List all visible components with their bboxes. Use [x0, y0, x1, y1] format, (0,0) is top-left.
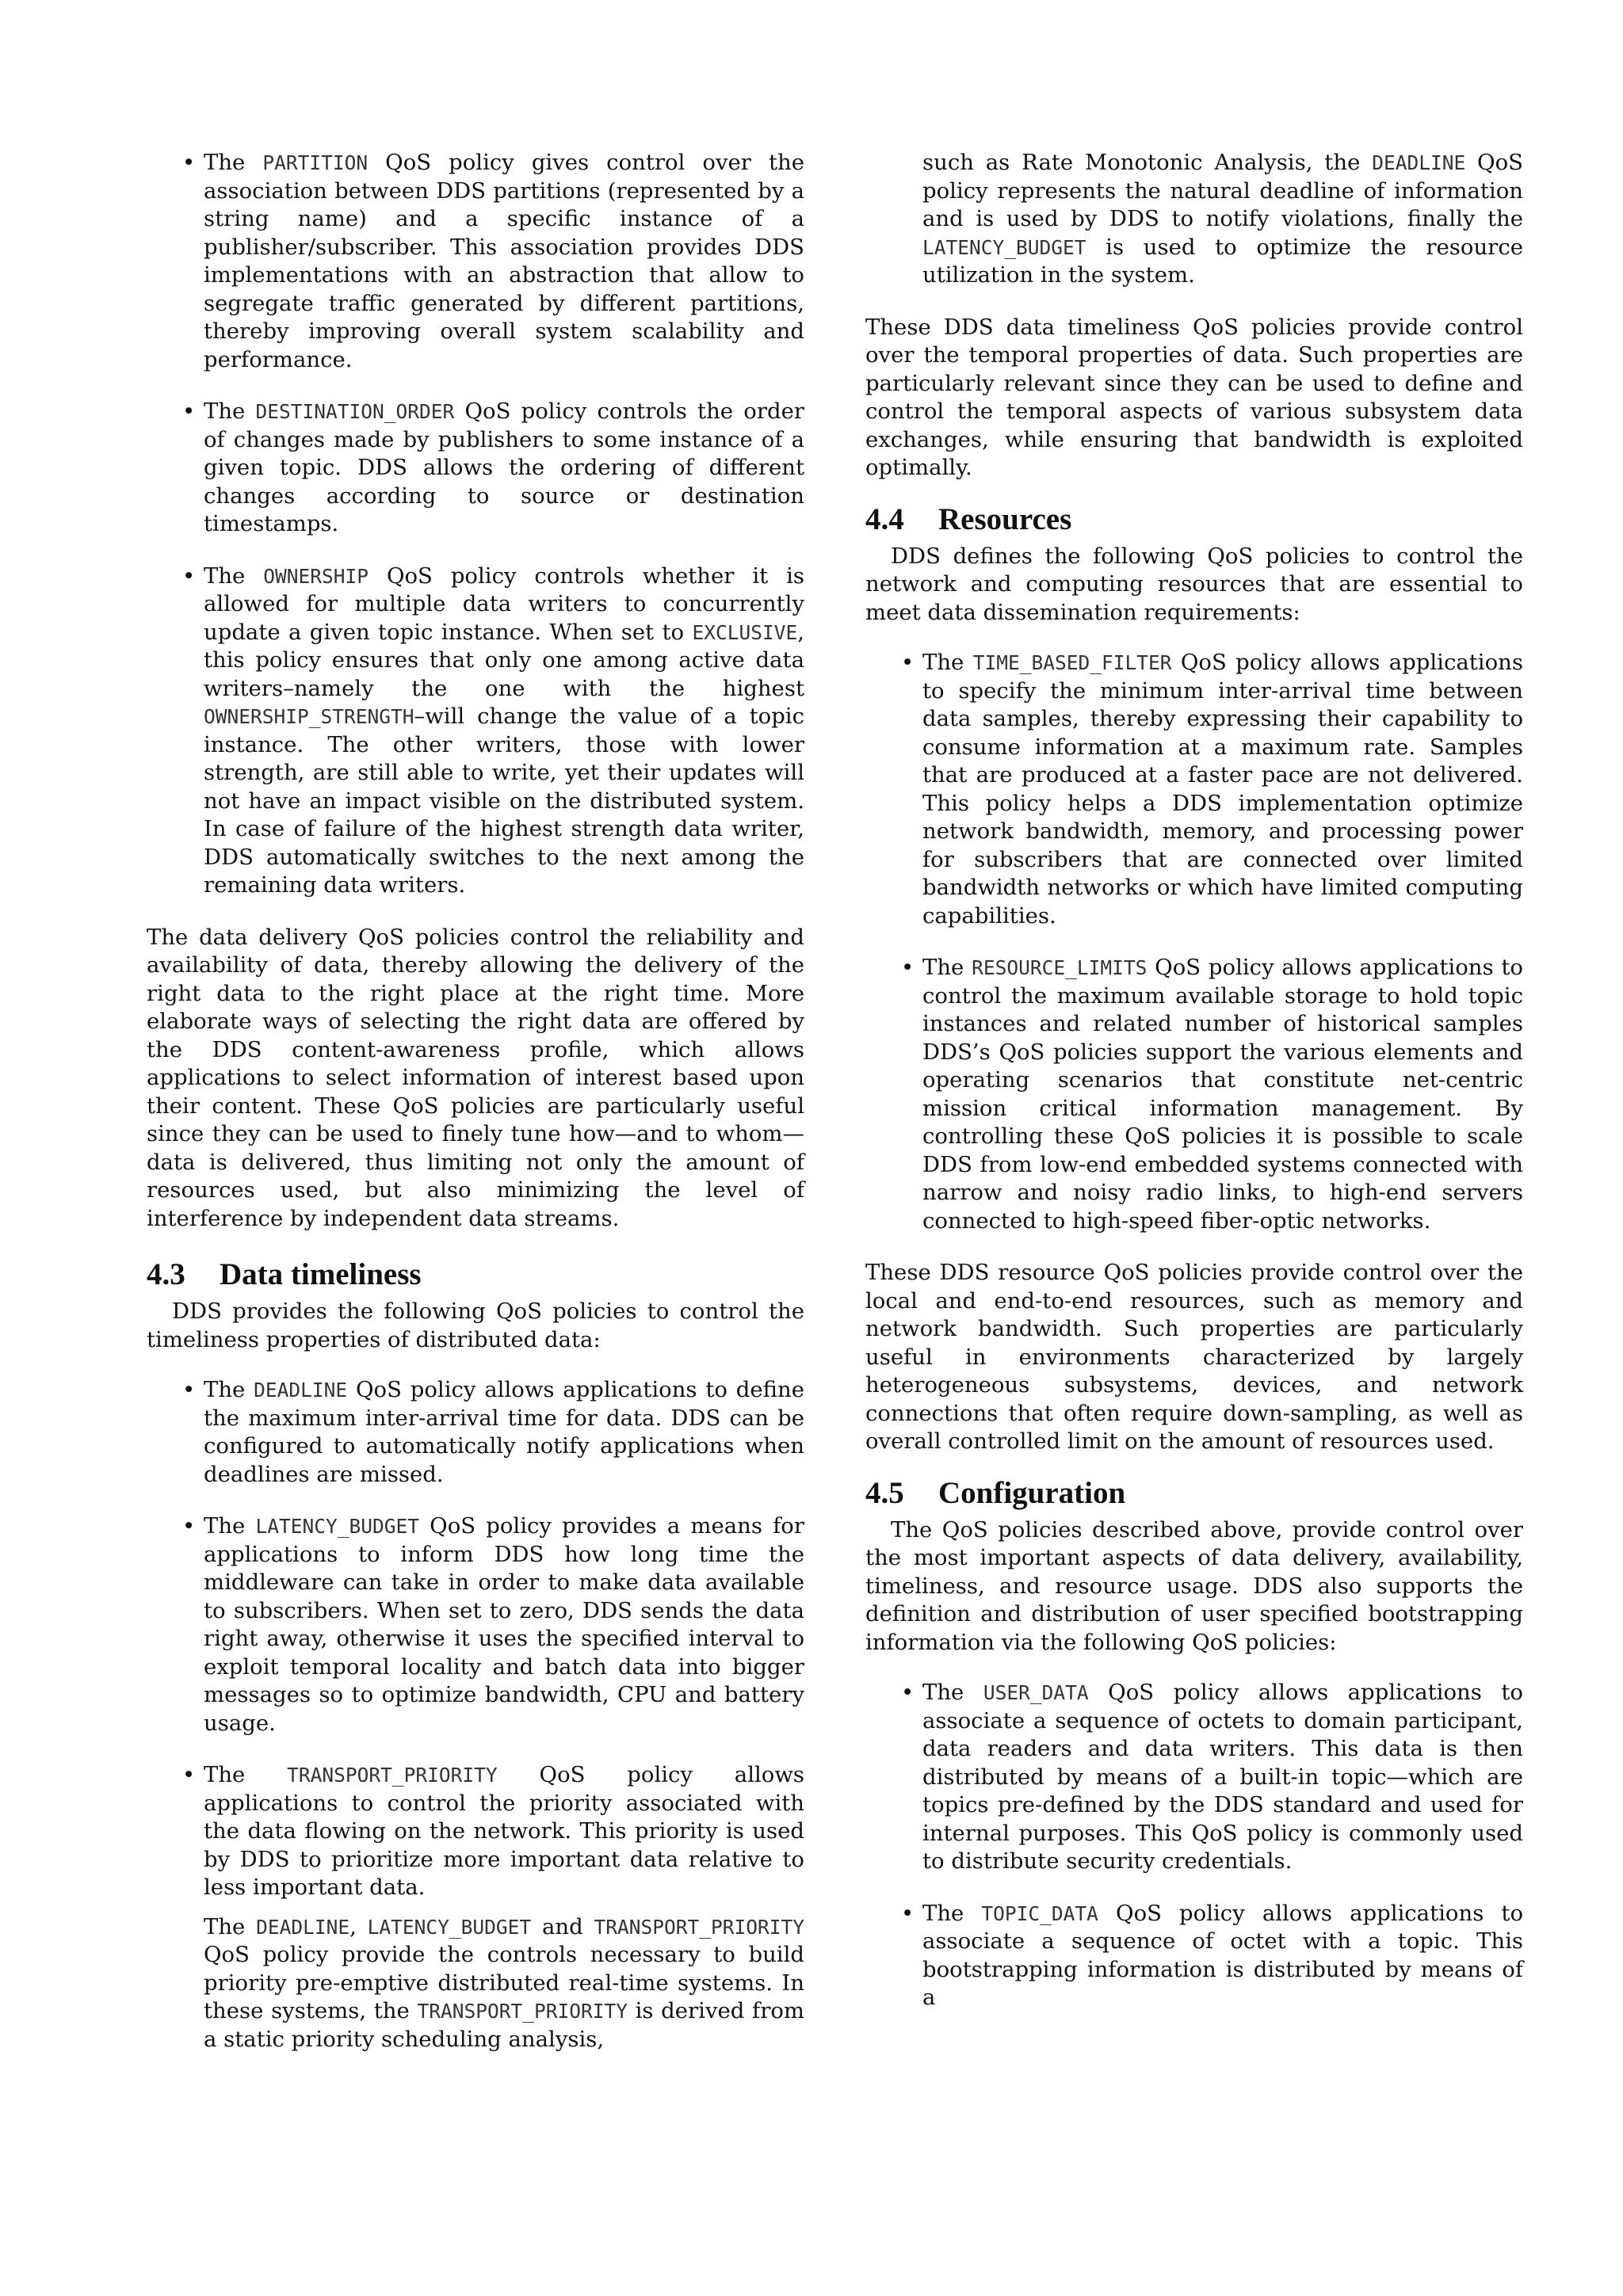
bullet-icon: • — [901, 1900, 915, 1926]
bullet-icon: • — [182, 1377, 196, 1402]
code-term: TRANSPORT_PRIORITY — [417, 2000, 628, 2023]
bullet-icon: • — [182, 399, 196, 424]
right-column — [865, 149, 1523, 2036]
list-item-latency-budget: • The LATENCY_BUDGET QoS policy provides a means for applications to inform DDS how long time the middleware can take in order to make data available to subscribers. When set to zero, DDS sends the data right away, otherwise it uses the specified interval to exploit temporal locality and batch data into bigger messages so to optimize bandwidth, CPU and battery usage. — [182, 1513, 804, 1736]
resources-summary-paragraph: These DDS resource QoS policies provide control over the local and end-to-end resources, such as memory and network bandwidth. Such properties are particularly useful in environments characterized by largely heterogeneous subsystems, devices, and network connections that often require down-sampling, as well as overall controlled limit on the amount of resources used. — [865, 1260, 1523, 1454]
bullet-icon: • — [901, 955, 915, 980]
code-term: DEADLINE — [256, 1915, 350, 1939]
code-term: OWNERSHIP_STRENGTH — [204, 705, 414, 728]
bullet-icon: • — [182, 563, 196, 589]
configuration-list — [865, 1679, 1523, 2012]
code-term: LATENCY_BUDGET — [255, 1515, 419, 1538]
bullet-icon: • — [901, 650, 915, 675]
list-item-topic-data: • The TOPIC_DATA QoS policy allows applications to associate a sequence of octet with a topic. This bootstrapping information is distributed by means of a — [901, 1900, 1523, 2010]
code-term: TRANSPORT_PRIORITY — [594, 1915, 804, 1939]
continuation-paragraph: such as Rate Monotonic Analysis, the DEADLINE QoS policy represents the natural deadline of information and is used by DDS to notify violations, finally the LATENCY_BUDGET is used to optimize the resource utilization in the system. — [922, 150, 1523, 288]
delivery-paragraph: The data delivery QoS policies control the reliability and availability of data, thereby allowing the delivery of the right data to the right place at the right time. More elaborate ways of selecting the right data are offered by the DDS content-awareness profile, which allows applications to select information of interest based upon their content. These QoS policies are particularly useful since they can be used to finely tune how—and to whom—data is delivered, thus limiting not only the amount of resources used, but also minimizing the level of interference by independent data streams. — [147, 924, 804, 1231]
priority-combined-paragraph: The DEADLINE, LATENCY_BUDGET and TRANSPORT_PRIORITY QoS policy provide the controls necessary to build priority pre-emptive distributed real-time systems. In these systems, the TRANSPORT_PRIORITY is derived from a static priority scheduling analysis, — [204, 1913, 805, 2052]
list-item-partition: • The PARTITION QoS policy gives control over the association between DDS partitions (represented by a string name) and a specific instance of a publisher/subscriber. This association provides DDS implementations with an abstraction that allow to segregate traffic generated by different partitions, thereby improving overall system scalability and performance. — [182, 150, 804, 372]
bullet-icon: • — [901, 1680, 915, 1705]
code-term: RESOURCE_LIMITS — [972, 956, 1148, 979]
section-heading-4-4: 4.4 Resources — [865, 502, 1072, 536]
code-term: OWNERSHIP — [263, 564, 369, 588]
code-term: DEADLINE — [1372, 151, 1466, 174]
code-term: DEADLINE — [254, 1379, 348, 1402]
code-term: TOPIC_DATA — [981, 1901, 1098, 1925]
section-lead: The QoS policies described above, provide control over the most important aspects of data delivery, availability, timeliness, and resource usage. DDS also supports the definition and distribution of user specified bootstrapping information via the following QoS policies: — [865, 1516, 1523, 1655]
code-term: EXCLUSIVE — [692, 620, 798, 644]
section-lead: DDS provides the following QoS policies to control the timeliness properties of distributed data: — [147, 1299, 804, 1352]
bullet-icon: • — [182, 1513, 196, 1539]
code-term: PARTITION — [262, 151, 369, 174]
left-column — [147, 149, 804, 2054]
code-term: TRANSPORT_PRIORITY — [287, 1764, 498, 1787]
list-item-resource-limits: • The RESOURCE_LIMITS QoS policy allows applications to control the maximum available storage to hold topic instances and related number of historical samples DDS’s QoS policies support the various elements and operating scenarios that constitute net-centric mission critical information management. By controlling these QoS policies it is possible to scale DDS from low-end embedded systems connected with narrow and noisy radio links, to high-end servers connected to high-speed fiber-optic networks. — [901, 955, 1523, 1234]
list-item-time-based-filter: • The TIME_BASED_FILTER QoS policy allows applications to specify the minimum inter-arrival time between data samples, thereby expressing their capability to consume information at a maximum rate. Samples that are produced at a faster pace are not delivered. This policy helps a DDS implementation optimize network bandwidth, memory, and processing power for subscribers that are connected over limited bandwidth networks or which have limited computing capabilities. — [901, 650, 1523, 929]
section-lead: DDS defines the following QoS policies to control the network and computing resources that are essential to meet data dissemination requirements: — [865, 543, 1523, 625]
timeliness-list — [147, 1376, 804, 1902]
bullet-icon: • — [182, 150, 196, 175]
section-heading-4-3: 4.3 Data timeliness — [147, 1257, 422, 1291]
list-item-ownership: • The OWNERSHIP QoS policy controls whether it is allowed for multiple data writers to concurrently update a given topic instance. When set to EXCLUSIVE, this policy ensures that only one among active data writers–namely the one with the highest OWNERSHIP_STRENGTH–will change the value of a topic instance. The other writers, those with lower strength, are still able to write, yet their updates will not have an impact visible on the distributed system. In case of failure of the highest strength data writer, DDS automatically switches to the next among the remaining data writers. — [182, 563, 804, 898]
code-term: TIME_BASED_FILTER — [972, 651, 1172, 674]
resources-list — [865, 649, 1523, 1235]
list-item-user-data: • The USER_DATA QoS policy allows applications to associate a sequence of octets to domain participant, data readers and data writers. This data is then distributed by means of a built-in topic—which are topics pre-defined by the DDS standard and used for internal purposes. This QoS policy is commonly used to distribute security credentials. — [901, 1680, 1523, 1874]
list-item-transport-priority: • The TRANSPORT_PRIORITY QoS policy allows applications to control the priority associated with the data flowing on the network. This priority is used by DDS to prioritize more important data relative to less important data. — [182, 1762, 805, 1900]
qos-list-top — [147, 149, 804, 900]
section-heading-4-5: 4.5 Configuration — [865, 1475, 1126, 1510]
bullet-icon: • — [182, 1762, 196, 1787]
code-term: USER_DATA — [983, 1681, 1089, 1704]
code-term: DESTINATION_ORDER — [255, 400, 455, 423]
timeliness-summary-paragraph: These DDS data timeliness QoS policies provide control over the temporal properties of data. Such properties are particularly relevant since they can be used to define and control the temporal aspects of various subsystem data exchanges, while ensuring that bandwidth is exploited optimally. — [865, 314, 1523, 480]
code-term: LATENCY_BUDGET — [922, 235, 1086, 259]
list-item-destination-order: • The DESTINATION_ORDER QoS policy controls the order of changes made by publishers to some instance of a given topic. DDS allows the ordering of different changes according to source or destination timestamps. — [182, 399, 804, 536]
code-term: LATENCY_BUDGET — [367, 1915, 532, 1939]
list-item-deadline: • The DEADLINE QoS policy allows applications to define the maximum inter-arrival time for data. DDS can be configured to automatically notify applications when deadlines are missed. — [182, 1377, 804, 1487]
